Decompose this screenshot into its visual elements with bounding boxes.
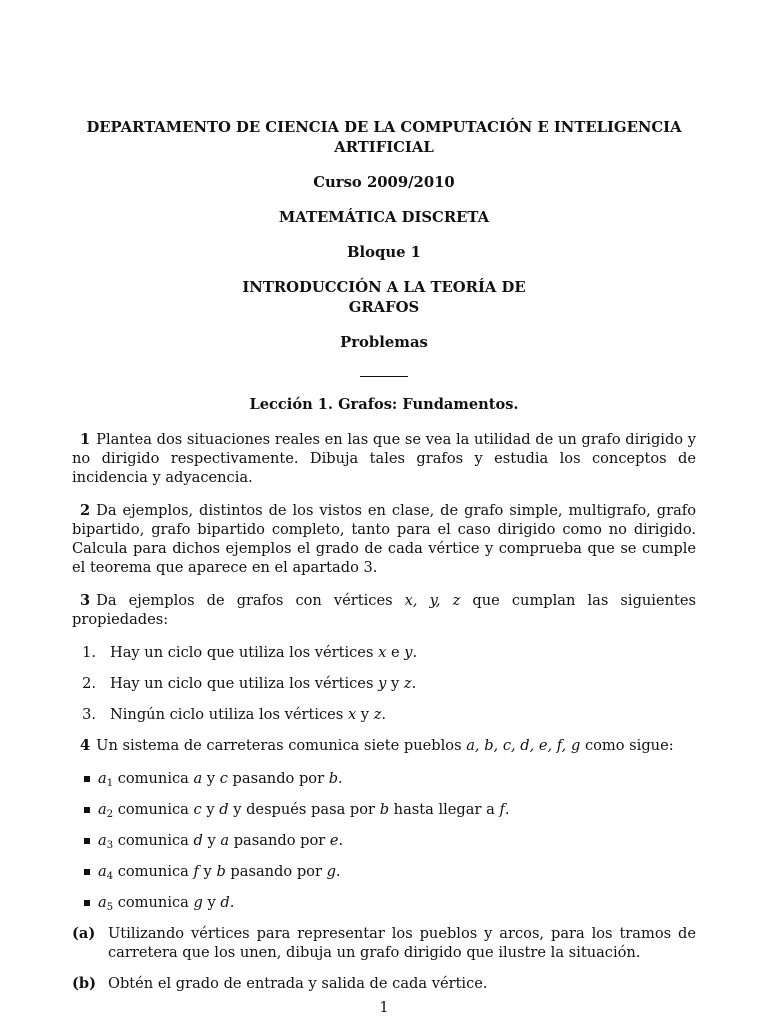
problem-number: 1	[80, 431, 91, 448]
page-number: 1	[379, 999, 389, 1016]
lesson-heading: Lección 1. Grafos: Fundamentos.	[249, 396, 519, 413]
document-page	[72, 118, 696, 1005]
subject-title: MATEMÁTICA DISCRETA	[278, 209, 490, 226]
bullet-icon	[84, 776, 90, 782]
list-item: $a_3$ comunica d y a pasando por e.	[72, 831, 696, 850]
subproblem-b	[72, 974, 696, 993]
bullet-icon	[84, 807, 90, 813]
list-item: 2. Hay un ciclo que utiliza los vértices y y z.	[72, 674, 696, 693]
problem-text: Plantea dos situaciones reales en las que se vea la utilidad de un grafo dirigido y no dirigido respectivamente. Dibuja tales grafos y estudia los conceptos de incidencia y adyacencia.	[72, 431, 696, 486]
subproblem-label: (b)	[72, 975, 97, 992]
list-item: 1. Hay un ciclo que utiliza los vértices x e y.	[72, 643, 696, 662]
bullet-list	[72, 769, 696, 912]
subproblem-label: (a)	[72, 925, 96, 942]
problem-2	[72, 501, 696, 577]
problem-3	[72, 591, 696, 629]
subproblem-a	[72, 924, 696, 962]
separator	[72, 363, 696, 387]
problem-number: 3	[80, 592, 91, 609]
department-line-1: DEPARTAMENTO DE CIENCIA DE LA COMPUTACIÓN E INTELIGENCIA	[86, 119, 682, 136]
list-item: $a_2$ comunica c y d y después pasa por b hasta llegar a f.	[72, 800, 696, 819]
item-label: 2.	[82, 675, 96, 692]
list-item: 3. Ningún ciclo utiliza los vértices x y z.	[72, 705, 696, 724]
enumerated-list	[72, 643, 696, 724]
problem-text: Da ejemplos de grafos con vértices	[96, 592, 405, 609]
problem-text: que cumplan las siguientes propiedades:	[72, 592, 697, 628]
list-item: $a_1$ comunica a y c pasando por b.	[72, 769, 696, 788]
item-label: 1.	[82, 644, 96, 661]
item-label: 3.	[82, 706, 96, 723]
subproblem-text: Utilizando vértices para representar los pueblos y arcos, para los tramos de carretera que los unen, dibuja un grafo dirigido que ilustre la situación.	[108, 925, 696, 961]
topic-line-2: GRAFOS	[348, 299, 420, 316]
math-vars: x, y, z	[404, 592, 461, 609]
problem-number: 2	[80, 502, 91, 519]
problems-heading: Problemas	[340, 334, 428, 351]
bullet-icon	[84, 838, 90, 844]
problem-number: 4	[80, 737, 91, 754]
title-block	[72, 118, 696, 353]
bullet-icon	[84, 900, 90, 906]
bullet-icon	[84, 869, 90, 875]
problem-text: Da ejemplos, distintos de los vistos en clase, de grafo simple, multigrafo, grafo bipartido, grafo bipartido completo, tanto para el caso dirigido como no dirigido. Calcula para dichos ejemplos el grado de cada vértice y comprueba que se cumple el teorema que aparece en el apartado 3.	[72, 502, 696, 576]
math-vars: a, b, c, d, e, f, g	[466, 737, 581, 754]
topic-line-1: INTRODUCCIÓN A LA TEORÍA DE	[242, 279, 526, 296]
block-title: Bloque 1	[347, 244, 421, 261]
department-line-2: ARTIFICIAL	[334, 139, 434, 156]
problem-text: Un sistema de carreteras comunica siete pueblos	[96, 737, 467, 754]
subproblem-text: Obtén el grado de entrada y salida de cada vértice.	[108, 975, 488, 992]
problem-4	[72, 736, 696, 755]
course-year: Curso 2009/2010	[313, 174, 455, 191]
list-item: $a_5$ comunica g y d.	[72, 893, 696, 912]
problem-text: como sigue:	[580, 737, 674, 754]
problem-1	[72, 430, 696, 487]
list-item: $a_4$ comunica f y b pasando por g.	[72, 862, 696, 881]
